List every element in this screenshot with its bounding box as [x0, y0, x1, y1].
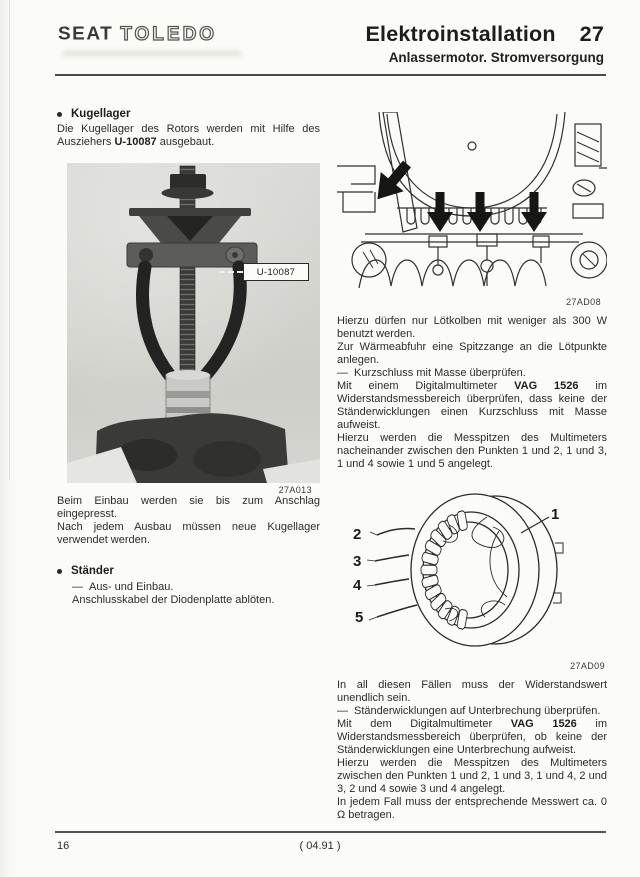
paragraph — [337, 380, 607, 432]
figure-ref: 27AD09 — [570, 661, 605, 671]
dash-marker: — — [72, 581, 83, 593]
text-run: ausgebaut. — [156, 136, 215, 148]
point-label-4: 4 — [353, 577, 362, 594]
list-item-text: Aus- und Einbau. — [89, 581, 174, 593]
figure-ref: 27AD08 — [566, 297, 601, 307]
point-label-5: 5 — [355, 609, 364, 626]
tool-number: VAG 1526 — [510, 718, 577, 730]
header-rule — [55, 74, 606, 76]
paragraph — [337, 718, 607, 757]
page-crease — [9, 0, 10, 480]
text-run: Mit einem Digitalmultimeter — [337, 380, 515, 392]
staender-block — [72, 581, 320, 607]
check-item-text: Kurzschluss mit Masse überprüfen. — [354, 367, 526, 379]
label-leader-line — [219, 271, 243, 273]
text-run: Mit dem Digitalmultimeter — [337, 718, 511, 730]
bearing-puller-illustration — [67, 163, 320, 483]
paragraph: Zur Wärmeabfuhr eine Spitzzange an die Lötpunkte anlegen. — [337, 341, 607, 366]
check-item — [337, 705, 607, 718]
paragraph: In all diesen Fällen muss der Widerstandswert unendlich sein. — [337, 679, 607, 704]
figure-diode-plate-drawing — [337, 112, 607, 296]
issue-date: ( 04.91 ) — [299, 840, 341, 852]
footer-rule — [55, 831, 606, 833]
einbau-paragraph: Beim Einbau werden sie bis zum Anschlag eingepresst. — [57, 495, 320, 520]
figure-ref: 27A013 — [278, 485, 312, 495]
text-run: im Widerstandsmessbereich überprüfen, ob keine der Ständerwicklungen eine Unterbrechung aufweist. — [337, 718, 607, 756]
tool-number: U-10087 — [114, 136, 157, 148]
text-run: Die Kugellager des Rotors werden mit Hilfe des Ausziehers — [57, 123, 320, 148]
seat-logo: SEAT — [58, 24, 114, 45]
toledo-logo: TOLEDO — [120, 24, 218, 45]
kugellager-paragraph — [57, 123, 320, 149]
puller-leg — [204, 267, 240, 377]
resistance-text-block — [337, 679, 607, 822]
point-label-1: 1 — [551, 506, 560, 523]
bullet-icon — [57, 569, 62, 574]
stator-illustration — [337, 477, 602, 667]
brand-logo — [58, 24, 217, 46]
diode-plate-illustration — [337, 112, 607, 296]
left-column — [57, 108, 320, 607]
page-subtitle: Anlassermotor. Stromversorgung — [388, 50, 604, 65]
bullet-icon — [57, 112, 62, 117]
section-heading-kugellager — [57, 108, 320, 120]
figure-bearing-puller-photo — [67, 163, 320, 483]
tool-callout-label: U-10087 — [243, 263, 309, 281]
check-item — [337, 367, 607, 380]
paragraph: Hierzu dürfen nur Lötkolben mit weniger als 300 W benutzt werden. — [337, 315, 607, 340]
ausbau-paragraph: Nach jedem Ausbau müssen neue Kugellager verwendet werden. — [57, 521, 320, 546]
paragraph: In jedem Fall muss der entsprechende Messwert ca. 0 Ω betragen. — [337, 796, 607, 821]
chapter-number: 27 — [579, 22, 604, 46]
chapter-header — [366, 22, 605, 65]
print-bleed-smudge — [62, 50, 242, 57]
dash-marker: — — [337, 705, 348, 717]
paragraph: Hierzu werden die Messpitzen des Multimeters nacheinander zwischen den Punkten 1 und 2, 1 und 3, 1 und 4 sowie 1 und 5 angelegt. — [337, 432, 607, 470]
list-item — [72, 581, 320, 594]
point-label-2: 2 — [353, 526, 362, 543]
section-heading-staender — [57, 565, 320, 577]
puller-leg — [143, 267, 171, 377]
right-column — [337, 112, 607, 822]
paragraph: Hierzu werden die Messpitzen des Multimeters zwischen den Punkten 1 und 2, 1 und 3, 1 und 4, 2 und 3, 2 und 4 sowie 3 und 4 angelegt. — [337, 757, 607, 795]
check-item-text: Ständerwicklungen auf Unterbrechung überprüfen. — [354, 705, 601, 717]
tool-number: VAG 1526 — [514, 380, 579, 392]
figure-stator-drawing — [337, 477, 607, 667]
soldering-text-block — [337, 315, 607, 471]
dash-marker: — — [337, 367, 348, 379]
point-label-3: 3 — [353, 553, 362, 570]
section-heading-label: Kugellager — [71, 108, 131, 120]
stator-leads — [367, 528, 417, 620]
section-heading-label: Ständer — [71, 565, 114, 577]
page-number: 16 — [57, 840, 70, 852]
text-run: im Widerstandsmessbereich überprüfen, dass keine der Ständerwicklungen einen Kurzschluss mit Masse aufweist. — [337, 380, 607, 431]
staender-note: Anschlusskabel der Diodenplatte ablöten. — [72, 594, 275, 606]
page-title: Elektroinstallation — [365, 22, 556, 46]
